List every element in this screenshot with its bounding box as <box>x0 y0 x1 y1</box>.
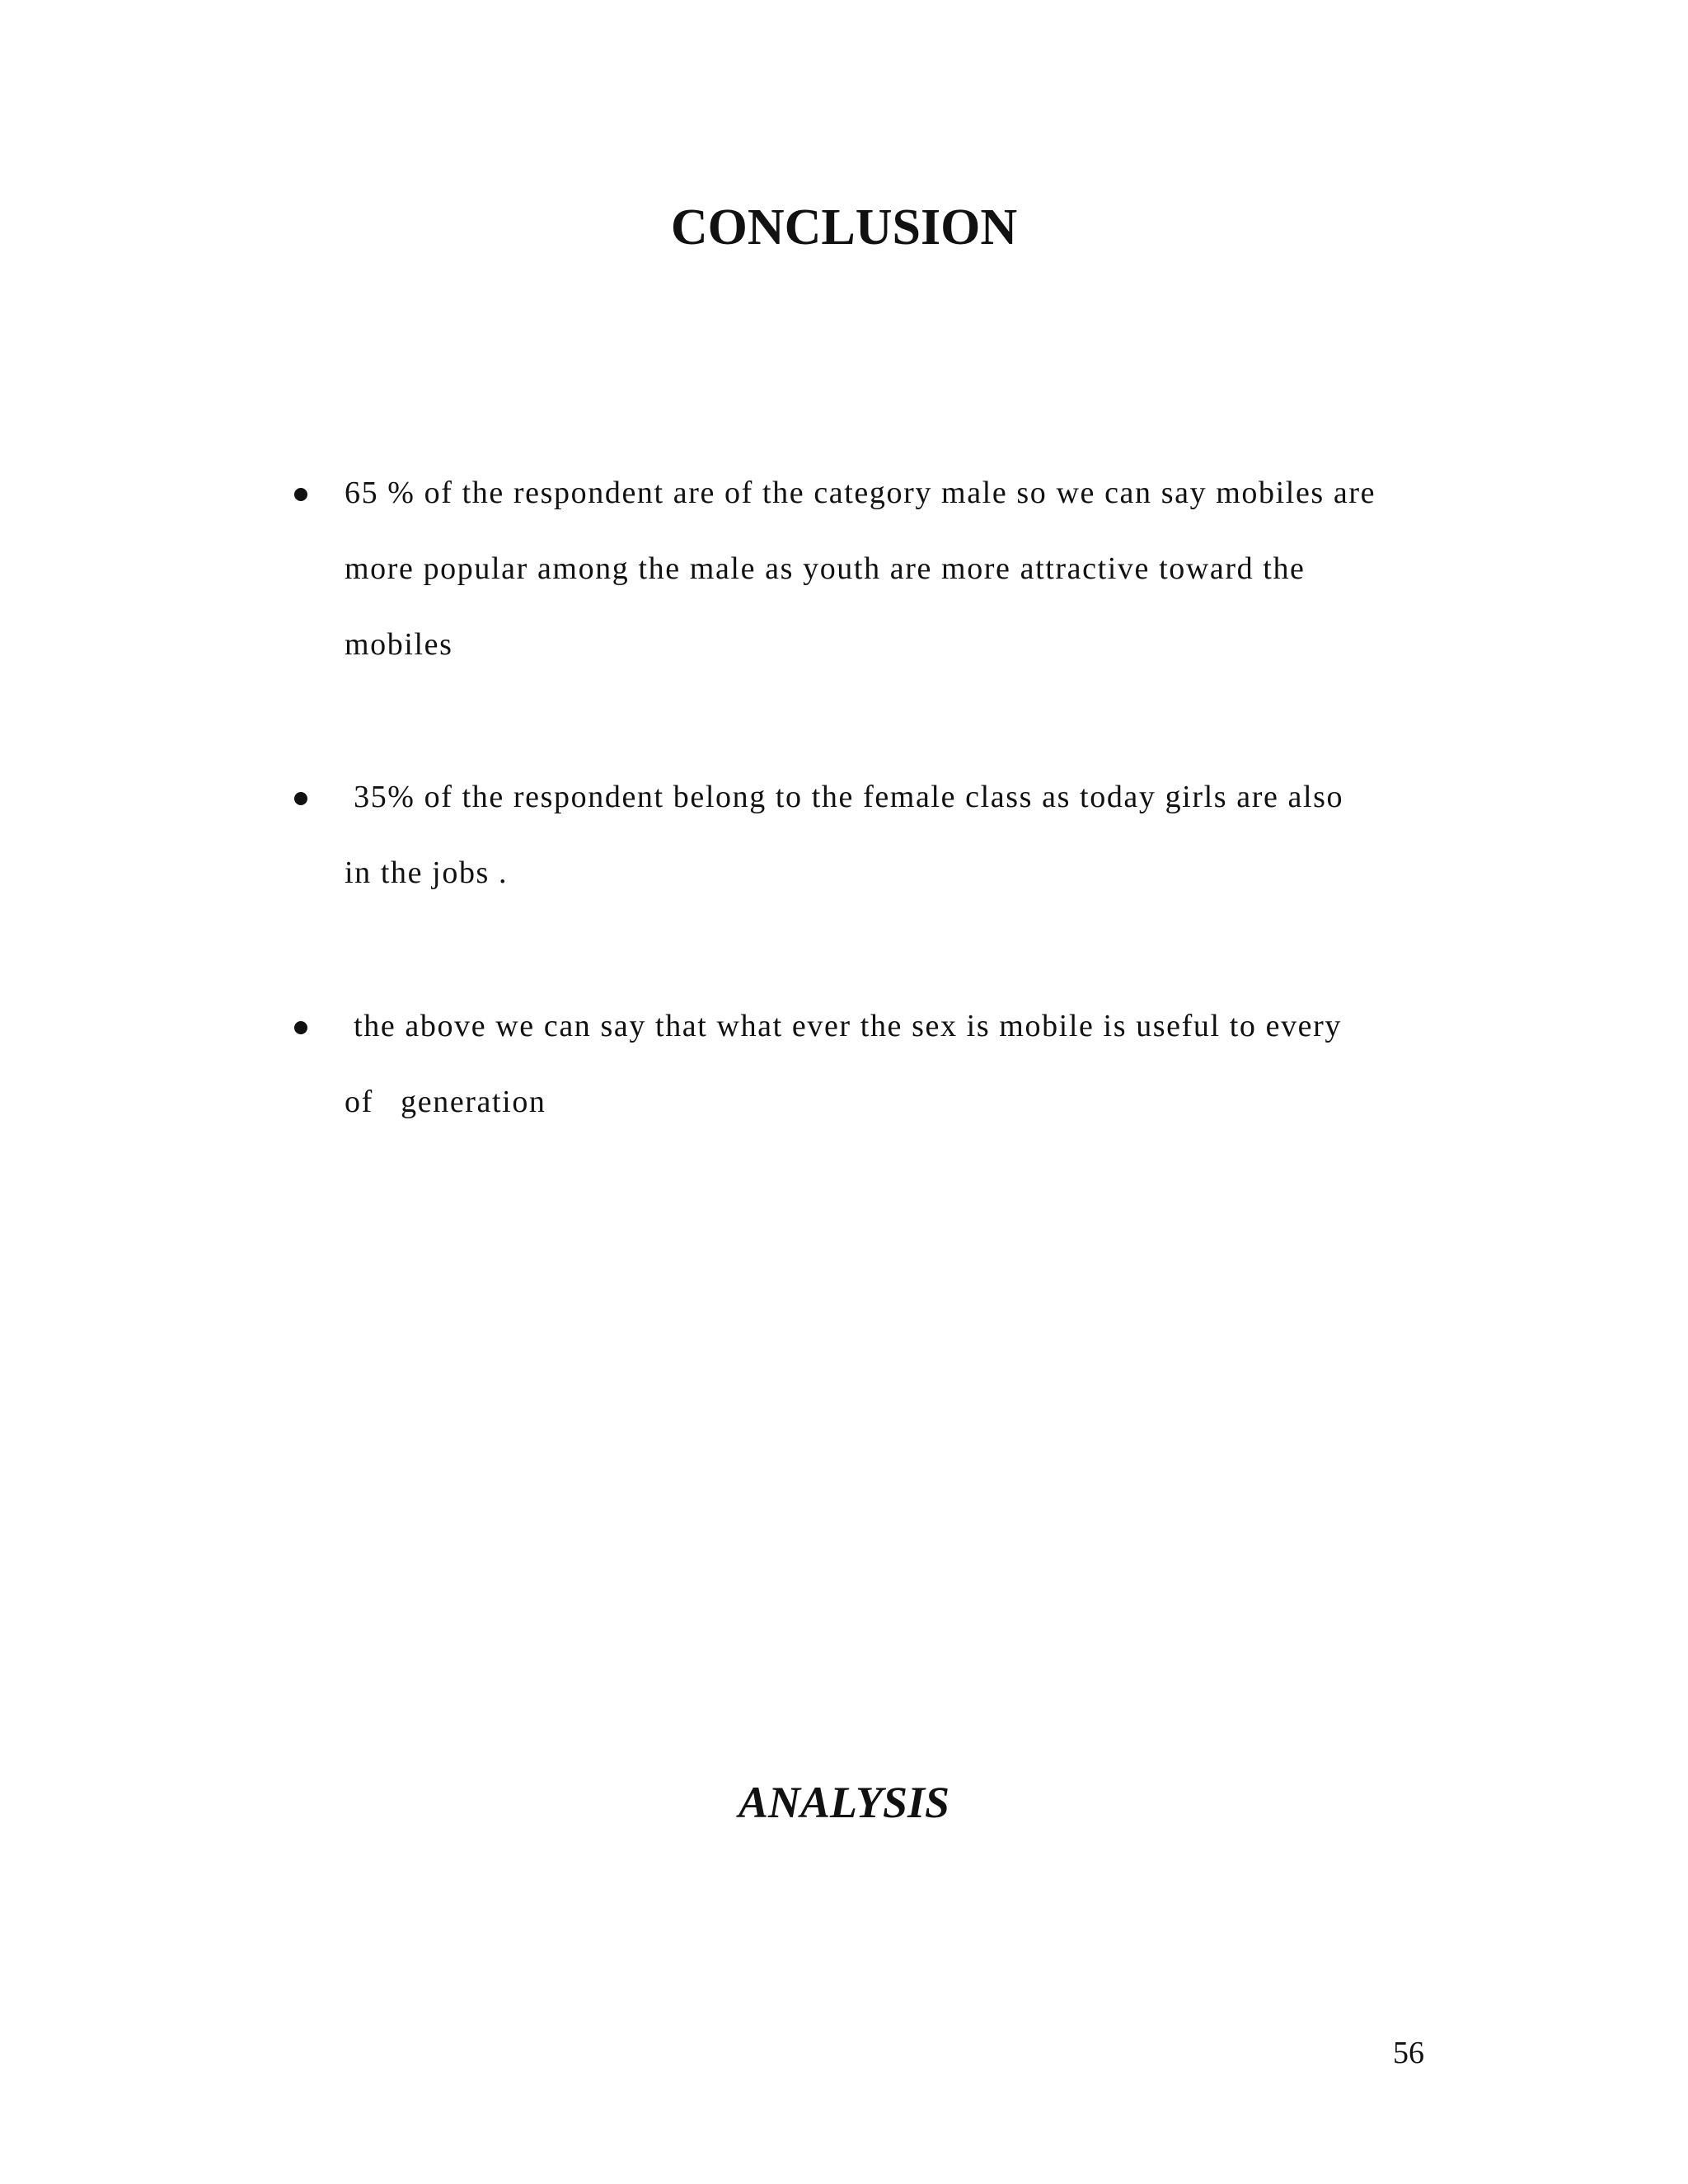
bullet-dot-icon <box>294 792 307 805</box>
bullet-2-line-2: in the jobs . <box>345 855 509 890</box>
bullet-2-line-1: 35% of the respondent belong to the female class as today girls are also <box>345 780 1344 814</box>
bullet-dot-icon <box>294 1021 307 1034</box>
bullet-3-line-2: of generation <box>345 1085 546 1119</box>
bullet-dot-icon <box>294 488 307 501</box>
page-number: 56 <box>1393 2036 1424 2070</box>
bullet-1-line-2: more popular among the male as youth are more attractive toward the <box>345 551 1306 586</box>
section-heading: ANALYSIS <box>738 1778 950 1827</box>
bullet-1-line-3: mobiles <box>345 627 453 662</box>
page-title: CONCLUSION <box>670 199 1018 255</box>
bullet-1-line-1: 65 % of the respondent are of the category male so we can say mobiles are <box>345 476 1376 510</box>
bullet-3-line-1: the above we can say that what ever the sex is mobile is useful to every <box>345 1009 1343 1043</box>
